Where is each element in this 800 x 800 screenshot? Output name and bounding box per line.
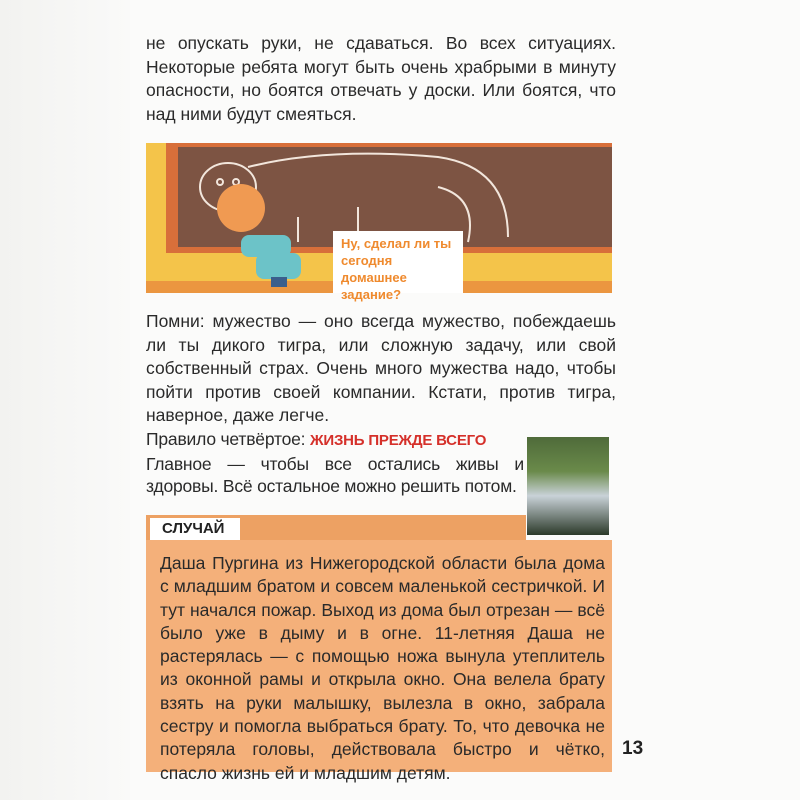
rule-prefix: Правило четвёртое: [146, 429, 310, 449]
rule-title: ЖИЗНЬ ПРЕЖДЕ ВСЕГО [310, 432, 487, 449]
paragraph-courage [146, 310, 616, 428]
paragraph-text: не опускать руки, не сдаваться. Во всех ситуациях. Некоторые ребята могут быть очень храбрыми в минуту опасности, но боятся отвечать у доски. Или боятся, что над ними будут смеяться. [146, 33, 616, 124]
paragraph-intro [146, 32, 616, 126]
rule-text: Главное — чтобы все остались живы и здоровы. Всё остальное можно решить потом. [146, 453, 524, 496]
rule-four [146, 428, 524, 498]
case-heading: СЛУЧАЙ [150, 518, 240, 540]
paragraph-text: Помни: мужество — оно всегда мужество, побеждаешь ли ты дикого тигра, или сложную задачу, или свой собственный страх. Очень много мужества надо, чтобы пойти против своей компании. Кстати, против тигра, наверное, даже легче. [146, 311, 616, 425]
girl-photo [527, 437, 609, 535]
case-text: Даша Пургина из Нижегородской области была дома с младшим братом и совсем маленькой сестричкой. И тут начался пожар. Выход из дома был отрезан — всё было уже в дыму и в огне. 11-летняя Даша не растерялась — с помощью ножа вынула утеплитель из оконной рамы и открыла окно. Она велела брату взять на руки малышку, вылезла в окно, забрала сестру и помогла выбраться брату. То, что девочка не потеряла головы, действовала быстро и чётко, спасло жизнь ей и младшим детям. [160, 553, 605, 783]
page-edge [0, 0, 130, 800]
boy-character [201, 173, 311, 293]
page-number: 13 [622, 738, 644, 759]
illustration-boy-tiger [146, 143, 612, 302]
speech-bubble: Ну, сделал ли ты сегодня домашнее задание? [333, 231, 463, 293]
